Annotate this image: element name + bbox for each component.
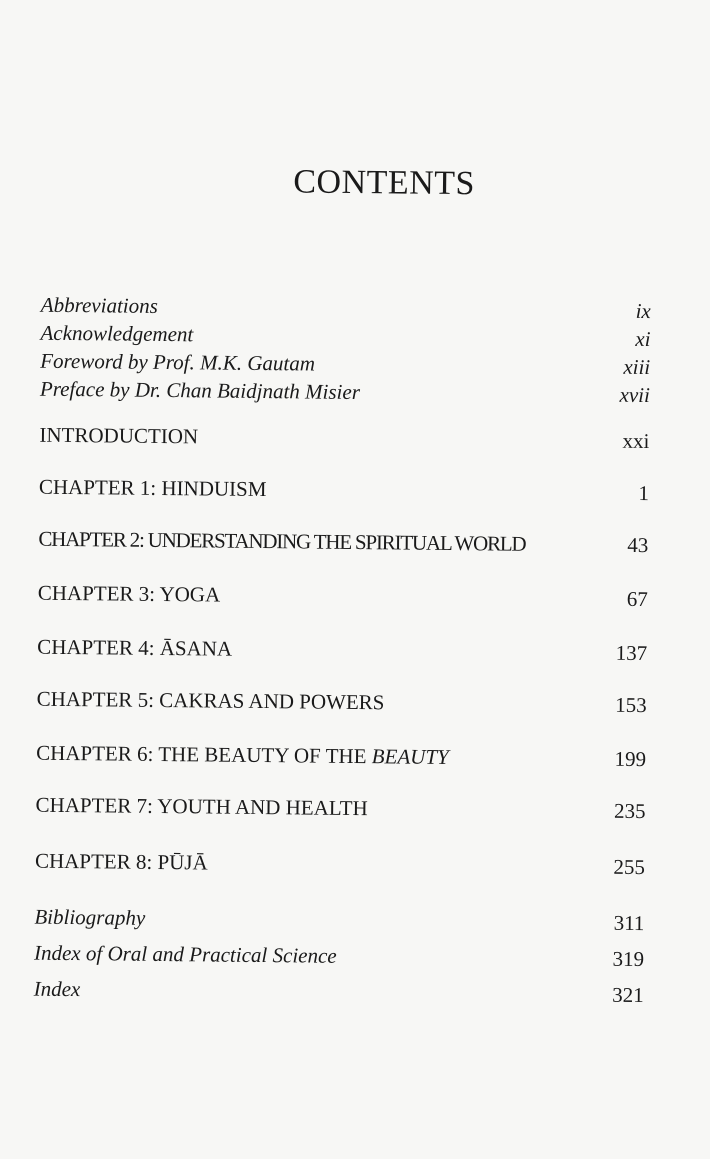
toc-entry-page: xiii (623, 354, 651, 380)
toc-entry-chapter-8 (35, 849, 645, 880)
toc-entry-page: xvii (619, 382, 651, 408)
toc-entry-page: 199 (614, 746, 647, 772)
toc-entry-page: 67 (626, 586, 648, 612)
toc-entry-page: xi (635, 326, 651, 352)
toc-entry-label: CHAPTER 3: YOGA (37, 580, 221, 607)
toc-entry-label: Acknowledgement (40, 320, 194, 347)
toc-entry-label: Foreword by Prof. M.K. Gautam (40, 348, 316, 376)
toc-entry-label: CHAPTER 2: UNDERSTANDING THE SPIRITUAL WORLD (38, 526, 526, 556)
toc-entry-label: Abbreviations (40, 292, 159, 318)
toc-entry-preface (40, 377, 650, 408)
toc-entry-chapter-1 (39, 475, 649, 506)
page-title: CONTENTS (293, 163, 476, 203)
toc-entry-label: Index (33, 976, 81, 1002)
table-of-contents (32, 0, 654, 1158)
toc-entry-introduction (39, 423, 649, 454)
toc-entry-acknowledgement (40, 321, 650, 352)
toc-entry-foreword (40, 349, 650, 380)
toc-entry-page: 321 (612, 982, 644, 1008)
toc-entry-index (34, 977, 644, 1008)
toc-entry-label: INTRODUCTION (39, 422, 199, 449)
toc-entry-page: 319 (612, 946, 645, 972)
toc-entry-label: CHAPTER 7: YOUTH AND HEALTH (35, 792, 368, 821)
toc-entry-page: 1 (638, 480, 650, 506)
toc-entry-page: 235 (613, 798, 646, 824)
toc-entry-page: 153 (615, 692, 647, 718)
toc-entry-label-prefix: CHAPTER 6: THE BEAUTY OF THE (36, 740, 372, 769)
toc-entry-page: xxi (622, 428, 650, 454)
toc-entry-page: 255 (613, 854, 646, 880)
toc-entry-label: Preface by Dr. Chan Baidjnath Misier (39, 376, 361, 405)
toc-entry-page: 43 (627, 532, 649, 558)
toc-entry-page: ix (635, 298, 651, 324)
toc-entry-chapter-4 (37, 635, 647, 666)
toc-entry-chapter-2 (38, 527, 648, 558)
toc-entry-index-oral (34, 941, 644, 972)
toc-entry-bibliography (34, 905, 644, 936)
toc-entry-chapter-5 (37, 687, 647, 718)
toc-entry-label-emphasis: BEAUTY (371, 744, 449, 769)
toc-entry-label (36, 741, 449, 770)
toc-entry-label: CHAPTER 1: HINDUISM (38, 474, 267, 502)
toc-entry-chapter-7 (35, 793, 645, 824)
toc-entry-abbreviations (41, 293, 651, 324)
toc-entry-label: CHAPTER 4: ĀSANA (37, 634, 233, 661)
toc-entry-label: Index of Oral and Practical Science (33, 940, 337, 968)
toc-entry-chapter-3 (38, 581, 648, 612)
toc-entry-label: CHAPTER 8: PŪJĀ (34, 848, 208, 875)
toc-entry-label: Bibliography (34, 904, 146, 930)
toc-entry-chapter-6 (36, 741, 646, 772)
toc-entry-page: 311 (613, 910, 645, 936)
toc-entry-page: 137 (615, 640, 648, 666)
toc-entry-label: CHAPTER 5: CAKRAS AND POWERS (36, 686, 385, 715)
